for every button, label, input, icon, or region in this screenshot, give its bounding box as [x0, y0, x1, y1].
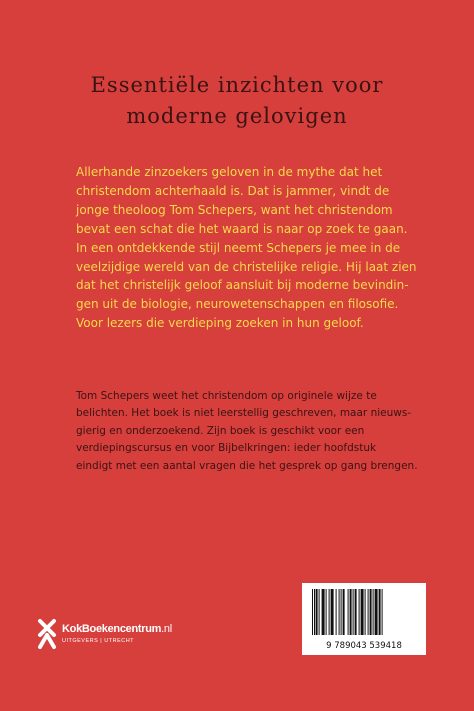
- info-text: [76, 388, 416, 475]
- barcode-bars: [310, 589, 418, 639]
- barcode-bar: [368, 589, 369, 635]
- barcode-bar: [316, 589, 318, 635]
- publisher-subline: UITGEVERS | UTRECHT: [62, 638, 135, 644]
- barcode-bar: [314, 589, 315, 635]
- barcode-bar: [375, 589, 378, 635]
- barcode-bar: [382, 589, 383, 635]
- blurb-line: bevat een schat die het waard is naar op zoek te gaan.: [76, 221, 408, 236]
- barcode-bar: [319, 589, 320, 635]
- info-line: belichten. Het boek is niet leerstellig geschreven, maar nieuws-: [76, 407, 412, 420]
- barcode-bar: [361, 589, 364, 635]
- barcode-bar: [350, 589, 352, 635]
- barcode-bar: [312, 589, 313, 635]
- barcode: [302, 583, 426, 655]
- barcode-bar: [359, 589, 360, 635]
- barcode-bar: [322, 589, 325, 635]
- barcode-bar: [373, 589, 374, 635]
- blurb-line: veelzijdige wereld van de christelijke religie. Hij laat zien: [76, 259, 417, 274]
- barcode-bar: [331, 589, 334, 635]
- blurb-line: christendom achterhaald is. Dat is jammer, vindt de: [76, 183, 390, 198]
- barcode-bar: [379, 589, 381, 635]
- publisher-tld: .nl: [161, 623, 172, 635]
- blurb-line: dat het christelijk geloof aansluit bij moderne bevindin-: [76, 278, 409, 293]
- blurb-line: Allerhande zinzoekers geloven in de mythe dat het: [76, 165, 383, 179]
- blurb-line: gen uit de biologie, neurowetenschappen en filosofie.: [76, 297, 399, 312]
- info-line: eindigt met een aantal vragen die het gesprek op gang brengen.: [76, 459, 418, 472]
- headline-line: Essentiële inzichten voor: [90, 73, 384, 97]
- barcode-bar: [339, 589, 340, 635]
- publisher-logo-icon: [36, 617, 58, 651]
- barcode-bar: [353, 589, 354, 635]
- headline-line: moderne gelovigen: [126, 104, 348, 128]
- publisher-name: [62, 623, 172, 635]
- barcode-bar: [326, 589, 327, 635]
- blurb-line: Voor lezers die verdieping zoeken in hun geloof.: [76, 316, 364, 331]
- info-line: Tom Schepers weet het christendom op originele wijze te: [76, 390, 377, 402]
- barcode-bar: [336, 589, 337, 635]
- blurb-line: jonge theoloog Tom Schepers, want het christendom: [76, 202, 393, 217]
- barcode-bar: [329, 589, 330, 635]
- barcode-bar: [365, 589, 366, 635]
- info-line: gierig en onderzoekend. Zijn boek is geschikt voor een: [76, 424, 365, 437]
- info-line: verdiepingscursus en voor Bijbelkringen: ieder hoofdstuk: [76, 442, 377, 455]
- publisher-name-text: KokBoekencentrum: [62, 623, 162, 635]
- barcode-bar: [343, 589, 345, 635]
- barcode-bar: [370, 589, 372, 635]
- blurb-line: In een ontdekkende stijl neemt Schepers je mee in de: [76, 240, 401, 255]
- barcode-bar: [348, 589, 349, 635]
- barcode-bar: [341, 589, 342, 635]
- barcode-bar: [355, 589, 357, 635]
- isbn-number: 9 789043 539418: [326, 641, 402, 651]
- headline: [40, 70, 434, 132]
- publisher-logo: [36, 617, 236, 657]
- blurb-text: [76, 163, 416, 333]
